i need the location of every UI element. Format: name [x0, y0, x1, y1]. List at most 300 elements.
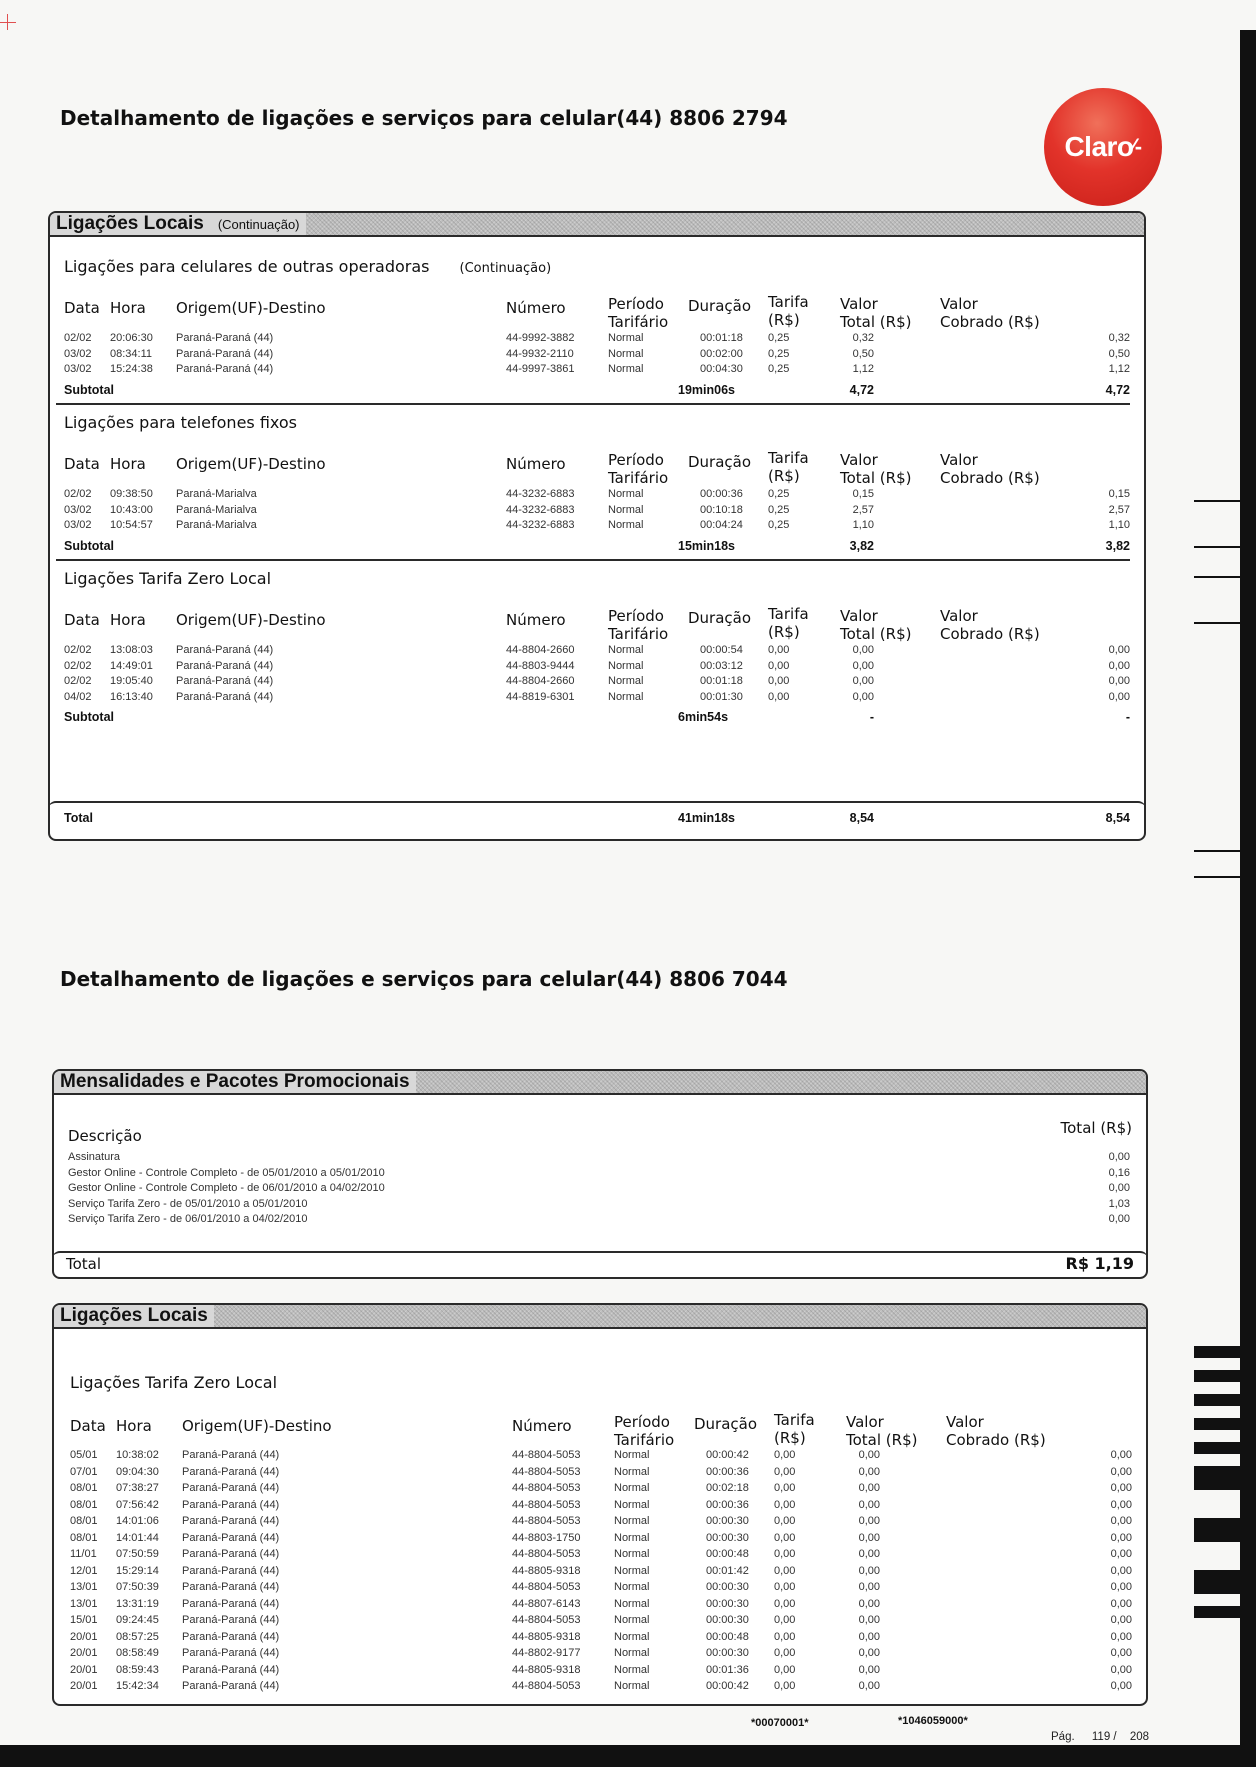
cell-hora: 07:50:39	[116, 1581, 159, 1593]
cell-periodo: Normal	[614, 1647, 650, 1659]
cell-data: 15/01	[70, 1614, 98, 1626]
column-header: (R$)	[768, 311, 800, 329]
cell-hora: 07:50:59	[116, 1548, 159, 1560]
section-divider	[56, 559, 1130, 561]
omr-mark	[1194, 1442, 1240, 1454]
cell-numero: 44-8804-5053	[512, 1548, 581, 1560]
column-header: Hora	[110, 455, 146, 473]
subtotal-valor-total: 3,82	[849, 538, 874, 553]
cell-valor-total: 0,00	[858, 1564, 880, 1577]
subtotal-valor-cobrado: -	[1125, 710, 1130, 724]
subtotal-duracao: 6min54s	[678, 710, 729, 724]
cell-periodo: Normal	[614, 1531, 650, 1544]
table-row	[54, 1664, 1146, 1680]
panel-body	[50, 237, 1144, 839]
cell-valor-cobrado: 0,00	[1110, 1498, 1132, 1511]
section-title	[64, 569, 271, 588]
cell-hora: 10:54:57	[110, 519, 153, 531]
cell-periodo: Normal	[614, 1614, 650, 1626]
column-header: Período	[608, 607, 664, 625]
table-row	[54, 1631, 1146, 1647]
cell-tarifa: 0,00	[768, 675, 790, 687]
column-header: Valor	[940, 295, 978, 313]
column-header: Origem(UF)-Destino	[176, 455, 326, 473]
cell-valor-total: 0,00	[852, 644, 874, 656]
subtotal-duracao: 15min18s	[678, 538, 735, 553]
cell-duracao: 00:01:18	[700, 675, 743, 687]
table-row	[54, 1466, 1146, 1482]
item-total: 0,00	[1108, 1151, 1130, 1163]
column-header: Total (R$)	[840, 313, 912, 331]
cell-tarifa: 0,00	[774, 1647, 796, 1659]
column-header: Origem(UF)-Destino	[176, 611, 326, 629]
cell-periodo: Normal	[614, 1564, 650, 1577]
cell-tarifa: 0,00	[774, 1498, 796, 1511]
cell-duracao: 00:00:30	[706, 1531, 749, 1544]
column-header: (R$)	[774, 1429, 806, 1447]
cell-tarifa: 0,25	[768, 332, 790, 344]
section-title	[64, 413, 297, 432]
subtotal-row	[50, 383, 1144, 401]
item-descricao: Gestor Online - Controle Completo - de 05/01/2010 a 05/01/2010	[68, 1166, 385, 1179]
cell-numero: 44-8807-6143	[512, 1597, 581, 1610]
cell-hora: 08:34:11	[110, 347, 153, 360]
cell-valor-cobrado: 0,00	[1110, 1482, 1132, 1494]
cell-numero: 44-8819-6301	[506, 690, 575, 703]
cell-duracao: 00:00:30	[706, 1597, 749, 1610]
cell-periodo: Normal	[608, 644, 644, 656]
column-header: Cobrado (R$)	[946, 1431, 1046, 1449]
cell-periodo: Normal	[614, 1465, 650, 1478]
cell-data: 03/02	[64, 519, 92, 531]
omr-mark	[1194, 1606, 1240, 1618]
cell-hora: 20:06:30	[110, 332, 153, 344]
panel-title	[50, 213, 306, 235]
table-row	[54, 1449, 1146, 1465]
cell-origem: Paraná-Paraná (44)	[182, 1597, 280, 1610]
page-number	[1051, 1731, 1149, 1743]
cell-duracao: 00:00:30	[706, 1647, 749, 1659]
cell-tarifa: 0,00	[768, 690, 790, 703]
cell-valor-total: 1,12	[852, 363, 874, 375]
table-row	[54, 1499, 1146, 1515]
column-header: Tarifa	[768, 449, 809, 467]
column-header: Tarifário	[608, 313, 669, 331]
cell-origem: Paraná-Marialva	[176, 488, 257, 500]
cell-periodo: Normal	[614, 1482, 650, 1494]
table-row	[54, 1548, 1146, 1564]
cell-periodo: Normal	[608, 659, 644, 672]
subtotal-row	[50, 710, 1144, 728]
column-header: Período	[608, 295, 664, 313]
cell-origem: Paraná-Paraná (44)	[176, 659, 274, 672]
cell-tarifa: 0,00	[774, 1680, 796, 1692]
cell-data: 20/01	[70, 1647, 98, 1659]
cell-valor-total: 0,00	[852, 659, 874, 672]
cell-numero: 44-8802-9177	[512, 1647, 581, 1659]
cell-numero: 44-8804-2660	[506, 644, 575, 656]
column-header: Valor	[940, 607, 978, 625]
cell-valor-cobrado: 0,00	[1110, 1663, 1132, 1676]
panel-body	[54, 1329, 1146, 1704]
subtotal-label: Subtotal	[64, 382, 114, 397]
cell-data: 02/02	[64, 675, 92, 687]
cell-hora: 08:58:49	[116, 1647, 159, 1659]
total-row	[50, 811, 1144, 829]
column-header: (R$)	[768, 623, 800, 641]
cell-numero: 44-9932-2110	[506, 347, 574, 360]
cell-origem: Paraná-Paraná (44)	[182, 1548, 280, 1560]
cell-valor-cobrado: 0,00	[1110, 1531, 1132, 1544]
cell-data: 03/02	[64, 347, 92, 360]
crop-mark	[0, 22, 16, 23]
omr-mark	[1194, 1418, 1240, 1430]
cell-valor-total: 0,00	[858, 1548, 880, 1560]
cell-data: 13/01	[70, 1597, 98, 1610]
column-header: Valor	[946, 1413, 984, 1431]
cell-hora: 10:38:02	[116, 1449, 159, 1461]
table-row	[50, 644, 1144, 660]
cell-origem: Paraná-Marialva	[176, 519, 257, 531]
page-label: Pág.	[1051, 1731, 1075, 1743]
cell-duracao: 00:00:30	[706, 1581, 749, 1593]
section-title-text: Ligações Tarifa Zero Local	[64, 569, 272, 588]
cell-numero: 44-9997-3861	[506, 363, 575, 375]
panel-title: Mensalidades e Pacotes Promocionais	[54, 1071, 416, 1093]
barcode-text-1: *00070001*	[751, 1717, 809, 1729]
panel-title-text: Ligações Locais	[56, 213, 204, 234]
total-value: R$ 1,19	[1065, 1254, 1134, 1273]
cell-tarifa: 0,25	[768, 519, 790, 531]
cell-hora: 15:24:38	[110, 363, 153, 375]
cell-hora: 07:38:27	[116, 1482, 159, 1494]
cell-duracao: 00:01:18	[700, 332, 743, 344]
table-row	[50, 675, 1144, 691]
cell-origem: Paraná-Paraná (44)	[182, 1663, 280, 1676]
page-current: 119 /	[1091, 1731, 1117, 1743]
cell-duracao: 00:00:36	[706, 1498, 749, 1511]
cell-numero: 44-8804-5053	[512, 1581, 581, 1593]
omr-mark	[1194, 1370, 1240, 1382]
cell-periodo: Normal	[614, 1663, 650, 1676]
mensalidade-item	[54, 1213, 1146, 1229]
claro-logo	[1044, 88, 1162, 206]
cell-periodo: Normal	[614, 1498, 650, 1511]
table-row	[54, 1515, 1146, 1531]
page-title: Detalhamento de ligações e serviços para celular(44) 8806 2794	[60, 106, 788, 130]
cell-hora: 08:57:25	[116, 1630, 159, 1643]
column-header: Tarifário	[608, 625, 669, 643]
cell-valor-cobrado: 0,00	[1110, 1548, 1132, 1560]
item-descricao: Serviço Tarifa Zero - de 06/01/2010 a 04/02/2010	[68, 1213, 308, 1225]
cell-tarifa: 0,00	[774, 1663, 796, 1676]
subtotal-label: Total	[64, 811, 93, 825]
column-header: Cobrado (R$)	[940, 469, 1040, 487]
cell-numero: 44-8804-5053	[512, 1614, 581, 1626]
subtotal-valor-total: 4,72	[849, 382, 874, 397]
cell-periodo: Normal	[614, 1449, 650, 1461]
cell-data: 20/01	[70, 1663, 98, 1676]
column-header: Valor	[840, 451, 878, 469]
column-header: Tarifa	[774, 1411, 815, 1429]
mensalidade-item	[54, 1182, 1146, 1198]
cell-numero: 44-3232-6883	[506, 519, 575, 531]
table-row	[50, 519, 1144, 535]
cell-numero: 44-8805-9318	[512, 1564, 581, 1577]
cell-data: 02/02	[64, 488, 92, 500]
cell-origem: Paraná-Paraná (44)	[176, 347, 274, 360]
cell-duracao: 00:01:30	[700, 690, 743, 703]
column-header: Origem(UF)-Destino	[176, 299, 326, 317]
cell-data: 03/02	[64, 503, 92, 516]
cell-hora: 14:01:44	[116, 1531, 159, 1544]
cell-valor-cobrado: 0,00	[1110, 1647, 1132, 1659]
column-header: Tarifa	[768, 605, 809, 623]
omr-mark	[1194, 876, 1240, 878]
cell-tarifa: 0,00	[774, 1465, 796, 1478]
mensalidade-item	[54, 1151, 1146, 1167]
mensalidade-item	[54, 1167, 1146, 1183]
cell-numero: 44-9992-3882	[506, 332, 575, 344]
cell-tarifa: 0,00	[774, 1630, 796, 1643]
cell-valor-total: 0,00	[858, 1614, 880, 1626]
subtotal-valor-cobrado: 4,72	[1105, 382, 1130, 397]
cell-periodo: Normal	[608, 519, 644, 531]
subtotal-valor-cobrado: 3,82	[1105, 538, 1130, 553]
column-header: Hora	[116, 1417, 152, 1435]
cell-numero: 44-8805-9318	[512, 1630, 581, 1643]
cell-valor-cobrado: 0,00	[1110, 1465, 1132, 1478]
cell-numero: 44-8805-9318	[512, 1663, 581, 1676]
column-header: Total (R$)	[840, 469, 912, 487]
column-header: Valor	[940, 451, 978, 469]
table-row	[50, 488, 1144, 504]
cell-hora: 10:43:00	[110, 503, 153, 516]
column-header: Hora	[110, 299, 146, 317]
omr-mark	[1194, 546, 1240, 548]
cell-duracao: 00:00:48	[706, 1548, 749, 1560]
cell-data: 08/01	[70, 1498, 98, 1511]
table-row	[54, 1647, 1146, 1663]
table-row	[54, 1482, 1146, 1498]
cell-tarifa: 0,00	[774, 1482, 796, 1494]
table-row	[54, 1614, 1146, 1630]
cell-valor-total: 0,00	[858, 1630, 880, 1643]
cell-hora: 07:56:42	[116, 1498, 159, 1511]
page-total: 208	[1129, 1731, 1149, 1743]
cell-numero: 44-8804-5053	[512, 1465, 581, 1478]
omr-mark	[1194, 1518, 1240, 1542]
cell-numero: 44-3232-6883	[506, 503, 575, 516]
cell-duracao: 00:00:30	[706, 1614, 749, 1626]
cell-valor-total: 0,00	[852, 690, 874, 703]
cell-data: 03/02	[64, 363, 92, 375]
cell-origem: Paraná-Paraná (44)	[176, 644, 274, 656]
cell-valor-cobrado: 0,00	[1110, 1614, 1132, 1626]
item-descricao: Serviço Tarifa Zero - de 05/01/2010 a 05/01/2010	[68, 1197, 308, 1210]
column-header: (R$)	[768, 467, 800, 485]
cell-origem: Paraná-Paraná (44)	[182, 1630, 280, 1643]
cell-periodo: Normal	[608, 503, 644, 516]
cell-hora: 08:59:43	[116, 1663, 159, 1676]
cell-periodo: Normal	[608, 363, 644, 375]
section-title-text: Ligações para telefones fixos	[64, 413, 298, 432]
table-row	[54, 1598, 1146, 1614]
column-header: Número	[506, 299, 566, 317]
cell-valor-total: 0,32	[852, 332, 874, 344]
cell-origem: Paraná-Paraná (44)	[182, 1680, 280, 1692]
scan-edge	[1240, 30, 1256, 1750]
cell-duracao: 00:10:18	[700, 503, 743, 516]
section-title	[64, 257, 551, 276]
cell-duracao: 00:01:36	[706, 1663, 749, 1676]
total-header: Total (R$)	[1060, 1119, 1132, 1137]
cell-duracao: 00:00:54	[700, 644, 743, 656]
subtotal-valor-total: 8,54	[849, 811, 874, 825]
mensalidades-panel	[52, 1069, 1148, 1279]
cell-data: 02/02	[64, 644, 92, 656]
cell-numero: 44-8804-5053	[512, 1449, 581, 1461]
cell-hora: 15:42:34	[116, 1680, 159, 1692]
cell-origem: Paraná-Paraná (44)	[176, 363, 274, 375]
table-row	[50, 691, 1144, 707]
cell-data: 08/01	[70, 1515, 98, 1527]
cell-origem: Paraná-Marialva	[176, 503, 257, 516]
cell-valor-cobrado: 0,00	[1108, 659, 1130, 672]
cell-duracao: 00:00:48	[706, 1630, 749, 1643]
cell-data: 02/02	[64, 332, 92, 344]
omr-mark	[1194, 622, 1240, 624]
cell-hora: 13:08:03	[110, 644, 153, 656]
column-header: Número	[506, 455, 566, 473]
panel-header	[50, 213, 1144, 237]
cell-hora: 14:01:06	[116, 1515, 159, 1527]
cell-hora: 09:24:45	[116, 1614, 159, 1626]
cell-origem: Paraná-Paraná (44)	[182, 1449, 280, 1461]
page-title-2: Detalhamento de ligações e serviços para celular(44) 8806 7044	[60, 967, 788, 991]
cell-valor-cobrado: 1,12	[1108, 363, 1130, 375]
cell-periodo: Normal	[614, 1548, 650, 1560]
table-row	[50, 348, 1144, 364]
column-header: Tarifário	[608, 469, 669, 487]
cell-periodo: Normal	[608, 690, 644, 703]
cell-origem: Paraná-Paraná (44)	[182, 1465, 280, 1478]
cell-periodo: Normal	[608, 332, 644, 344]
cell-origem: Paraná-Paraná (44)	[182, 1515, 280, 1527]
column-header: Total (R$)	[846, 1431, 918, 1449]
item-descricao: Assinatura	[68, 1151, 120, 1163]
cell-valor-total: 0,00	[858, 1482, 880, 1494]
cell-periodo: Normal	[614, 1581, 650, 1593]
cell-valor-cobrado: 0,00	[1108, 690, 1130, 703]
section-divider	[56, 403, 1130, 405]
section-subtitle: (Continuação)	[459, 261, 552, 276]
cell-data: 12/01	[70, 1564, 98, 1577]
cell-duracao: 00:00:36	[700, 488, 743, 500]
cell-numero: 44-8804-2660	[506, 675, 575, 687]
cell-tarifa: 0,00	[774, 1614, 796, 1626]
cell-duracao: 00:01:42	[706, 1564, 749, 1577]
cell-numero: 44-8804-5053	[512, 1515, 581, 1527]
cell-valor-total: 0,00	[858, 1531, 880, 1544]
cell-duracao: 00:04:30	[700, 363, 743, 375]
cell-duracao: 00:02:00	[700, 347, 743, 360]
section-title-text: Ligações para celulares de outras operadoras	[64, 257, 430, 276]
cell-data: 07/01	[70, 1465, 98, 1478]
column-header: Origem(UF)-Destino	[182, 1417, 332, 1435]
cell-valor-total: 0,00	[858, 1597, 880, 1610]
cell-valor-cobrado: 0,00	[1110, 1597, 1132, 1610]
ligacoes-locais-panel	[48, 211, 1146, 841]
cell-valor-total: 0,00	[858, 1663, 880, 1676]
cell-tarifa: 0,00	[774, 1449, 796, 1461]
column-header: Valor	[840, 607, 878, 625]
table-row	[50, 332, 1144, 348]
cell-periodo: Normal	[614, 1630, 650, 1643]
cell-periodo: Normal	[608, 488, 644, 500]
descricao-header: Descrição	[68, 1127, 142, 1145]
cell-duracao: 00:02:18	[706, 1482, 749, 1494]
column-header: Duração	[694, 1415, 758, 1433]
section-title: Ligações Tarifa Zero Local	[70, 1373, 278, 1392]
cell-duracao: 00:04:24	[700, 519, 743, 531]
cell-numero: 44-8804-5053	[512, 1498, 581, 1511]
cell-valor-cobrado: 0,50	[1108, 347, 1130, 360]
cell-valor-cobrado: 0,00	[1110, 1581, 1132, 1593]
cell-tarifa: 0,25	[768, 503, 790, 516]
column-header: Duração	[688, 297, 752, 315]
cell-data: 08/01	[70, 1482, 98, 1494]
cell-tarifa: 0,00	[774, 1548, 796, 1560]
column-header: Valor	[846, 1413, 884, 1431]
cell-hora: 13:31:19	[116, 1597, 159, 1610]
cell-numero: 44-8803-1750	[512, 1531, 581, 1544]
omr-mark	[1194, 1570, 1240, 1594]
cell-valor-cobrado: 0,00	[1110, 1680, 1132, 1692]
cell-hora: 09:04:30	[116, 1465, 159, 1478]
cell-valor-total: 0,00	[852, 675, 874, 687]
cell-valor-cobrado: 1,10	[1108, 519, 1130, 531]
panel-header	[54, 1305, 1146, 1329]
cell-valor-total: 0,00	[858, 1515, 880, 1527]
total-label: Total	[66, 1255, 102, 1273]
table-row	[50, 504, 1144, 520]
cell-data: 11/01	[70, 1548, 97, 1560]
cell-origem: Paraná-Paraná (44)	[182, 1531, 280, 1544]
cell-numero: 44-8804-5053	[512, 1680, 581, 1692]
cell-periodo: Normal	[614, 1680, 650, 1692]
cell-tarifa: 0,00	[774, 1564, 796, 1577]
column-header: Data	[64, 611, 100, 629]
item-descricao: Gestor Online - Controle Completo - de 06/01/2010 a 04/02/2010	[68, 1182, 385, 1194]
mensalidade-item	[54, 1198, 1146, 1214]
cell-tarifa: 0,00	[774, 1597, 796, 1610]
cell-valor-cobrado: 2,57	[1108, 503, 1130, 516]
cell-data: 02/02	[64, 659, 92, 672]
cell-duracao: 00:00:36	[706, 1465, 749, 1478]
cell-periodo: Normal	[608, 347, 644, 360]
item-total: 1,03	[1108, 1197, 1130, 1210]
cell-valor-cobrado: 0,00	[1108, 675, 1130, 687]
cell-valor-total: 0,00	[858, 1498, 880, 1511]
cell-duracao: 00:00:30	[706, 1515, 749, 1527]
column-header: Duração	[688, 453, 752, 471]
cell-periodo: Normal	[608, 675, 644, 687]
table-row	[54, 1532, 1146, 1548]
item-total: 0,00	[1108, 1182, 1130, 1194]
cell-periodo: Normal	[614, 1597, 650, 1610]
column-header: Número	[512, 1417, 572, 1435]
